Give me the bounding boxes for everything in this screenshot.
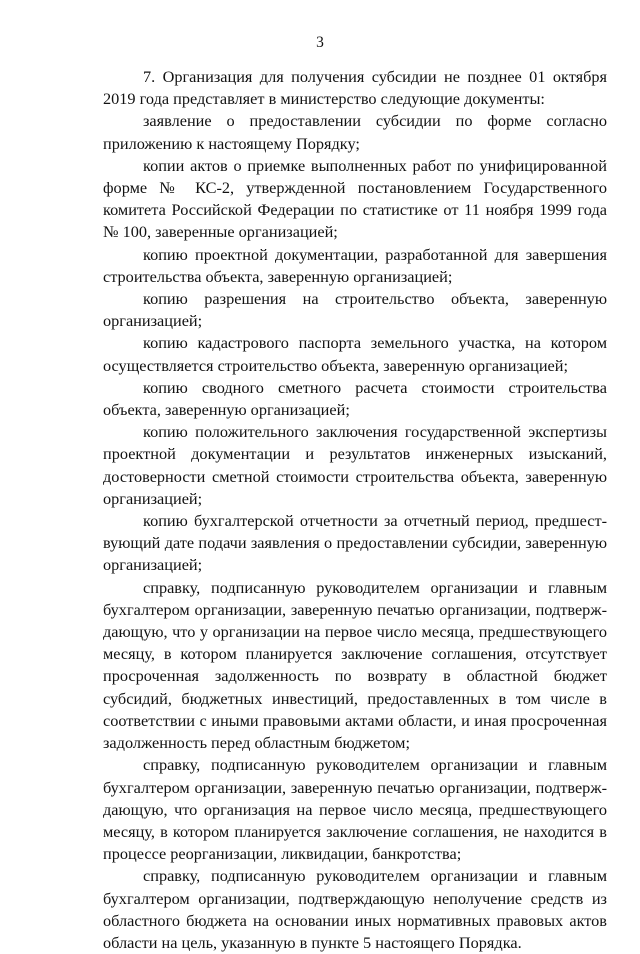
paragraph-certificate-no-debt: справку, подписанную руководителем организации и главным бухгалтером организации, заверенную печатью организации, подтверждающую, что у организации на первое число месяца, предшествующего месяцу, в котором планируется заключение соглашения, отсутствует просроченная задолженность по возврату в областной бюджет субсидий, бюджетных инвестиций, предоставленных в том числе в соответствии с иными правовыми актами области, и иная просроченная задолженность перед областным бюджетом; <box>103 577 607 753</box>
paragraph-certificate-no-reorganization: справку, подписанную руководителем организации и главным бухгалтером организации, заверенную печатью организации, подтверждающую, что организация на первое число месяца, предшествующего месяцу, в котором планируется заключение соглашения, не находится в процессе реорганизации, ликвидации, банкротства; <box>103 755 607 864</box>
paragraph-expertise-conclusion: копию положительного заключения государственной экспертизы проектной документации и результатов инженерных изысканий, достоверности сметной стоимости строительства объекта, заверенную организацией; <box>103 422 607 508</box>
paragraph-cost-estimate: копию сводного сметного расчета стоимости строительства объекта, заверенную организацией; <box>103 377 607 420</box>
page-number: 3 <box>316 34 324 51</box>
paragraph-accounting-reports: копию бухгалтерской отчетности за отчетный период, предшествующий дате подачи заявления о предоставлении субсидии, заверенную организацией; <box>103 511 607 575</box>
paragraph-construction-permit: копию разрешения на строительство объекта, заверенную организацией; <box>103 289 607 331</box>
document-body <box>103 66 607 954</box>
paragraph-project-documentation: копию проектной документации, разработанной для завершения строительства объекта, заверенную организацией; <box>103 244 607 286</box>
paragraph-certificate-no-other-funds: справку, подписанную руководителем организации и главным бухгалтером организации, подтверждающую неполучение средств из областного бюджета на основании иных нормативных правовых актов области на цель, указанную в пункте 5 настоящего Порядка. <box>103 866 607 952</box>
paragraph-acceptance-acts: копии актов о приемке выполненных работ по унифицированной форме № КС-2, утвержденной постановлением Государственного комитета Российской Федерации по статистике от 11 ноября 1999 года № 100, заверенные организацией; <box>103 155 607 242</box>
paragraph-item-7: 7. Организация для получения субсидии не позднее 01 октября 2019 года представляет в министерство следующие документы: <box>103 67 607 109</box>
paragraph-cadastral-passport: копию кадастрового паспорта земельного участка, на котором осуществляется строительство объекта, заверенную организацией; <box>103 333 607 375</box>
paragraph-application: заявление о предоставлении субсидии по форме согласно приложению к настоящему Порядку; <box>103 111 607 153</box>
